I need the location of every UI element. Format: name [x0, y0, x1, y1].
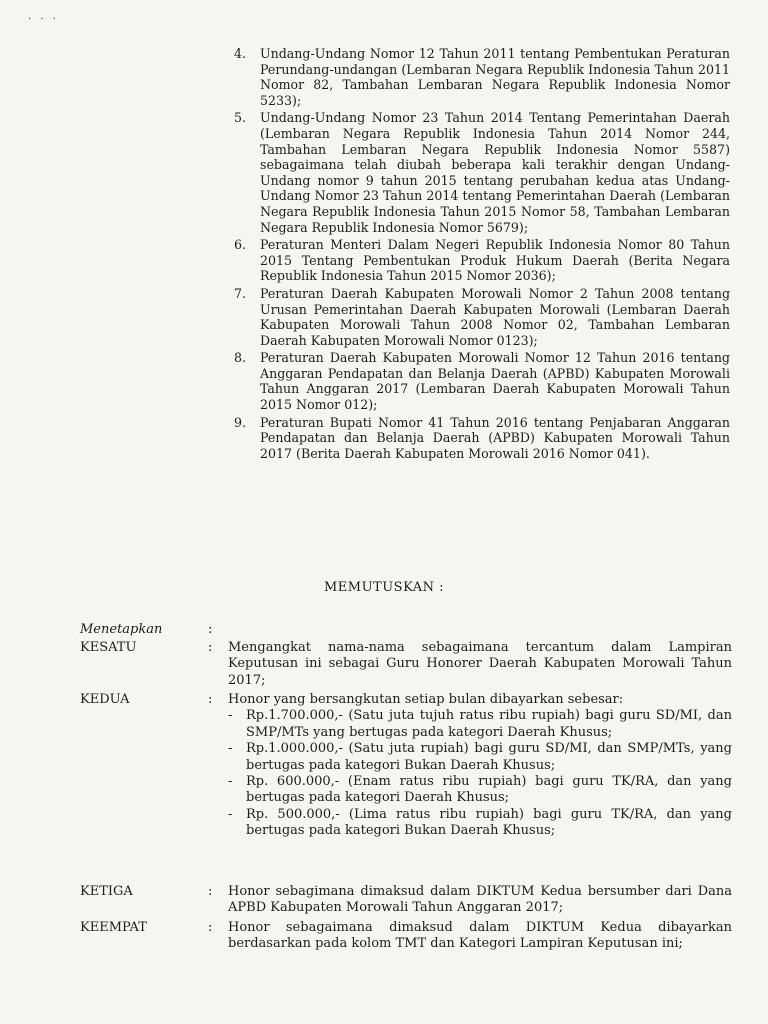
honor-bullet	[228, 708, 732, 741]
bullet-dash: -	[228, 741, 233, 757]
scan-specks: · · ·	[28, 14, 59, 25]
consideration-text: Peraturan Daerah Kabupaten Morowali Nomor 12 Tahun 2016 tentang Anggaran Pendapatan dan Belanja Daerah (APBD) Kabupaten Morowali Tahun Anggaran 2017 (Lembaran Daerah Kabupaten Morowali Tahun 2015 Nomor 012);	[260, 350, 730, 413]
bullet-text: Rp. 500.000,- (Lima ratus ribu rupiah) bagi guru TK/RA, dan yang bertugas pada kategori Bukan Daerah Khusus;	[246, 806, 732, 839]
honor-bullet	[228, 807, 732, 840]
bullet-dash: -	[228, 806, 233, 822]
honor-bullet	[228, 774, 732, 807]
decree-colon: :	[208, 920, 213, 935]
decree-label: KETIGA	[80, 884, 133, 899]
decree-label: KEEMPAT	[80, 920, 147, 935]
decree-label: KESATU	[80, 640, 137, 655]
consideration-number: 9.	[234, 414, 247, 430]
decree-text: Honor sebagaimana dimaksud dalam DIKTUM Kedua dibayarkan berdasarkan pada kolom TMT dan Kategori Lampiran Keputusan ini;	[228, 920, 732, 952]
consideration-number: 7.	[234, 285, 247, 301]
decree-intro: Honor yang bersangkutan setiap bulan dibayarkan sebesar:	[228, 692, 624, 707]
decree-colon: :	[208, 622, 213, 637]
bullet-dash: -	[228, 774, 233, 790]
decree-colon: :	[208, 692, 213, 707]
consideration-text: Undang-Undang Nomor 12 Tahun 2011 tentang Pembentukan Peraturan Perundang-undangan (Lembaran Negara Republik Indonesia Tahun 2011 Nomor 82, Tambahan Lembaran Negara Republik Indonesia Nomor 5233);	[260, 46, 730, 108]
consideration-text: Peraturan Daerah Kabupaten Morowali Nomor 2 Tahun 2008 tentang Urusan Pemerintahan Daerah Kabupaten Morowali (Lembaran Daerah Kabupaten Morowali Tahun 2008 Nomor 02, Tambahan Lembaran Daerah Kabupaten Morowali Nomor 0123);	[260, 285, 730, 348]
bullet-dash: -	[228, 708, 233, 724]
bullet-text: Rp.1.700.000,- (Satu juta tujuh ratus ribu rupiah) bagi guru SD/MI, dan SMP/MTs yang bertugas pada kategori Daerah Khusus;	[246, 708, 732, 740]
consideration-text: Peraturan Menteri Dalam Negeri Republik Indonesia Nomor 80 Tahun 2015 Tentang Pembentukan Produk Hukum Daerah (Berita Negara Republik Indonesia Tahun 2015 Nomor 2036);	[260, 237, 730, 284]
consideration-item	[234, 415, 730, 462]
decree-colon: :	[208, 884, 213, 899]
consideration-item	[234, 237, 730, 284]
decide-heading: MEMUTUSKAN :	[323, 580, 445, 595]
consideration-number: 5.	[234, 110, 247, 126]
considerations-list	[234, 46, 730, 461]
decree-colon: :	[208, 640, 213, 655]
consideration-text: Undang-Undang Nomor 23 Tahun 2014 Tentang Pemerintahan Daerah (Lembaran Negara Republik Indonesia Tahun 2014 Nomor 244, Tambahan Lembaran Negara Republik Indonesia Nomor 5587) sebagaimana telah diubah beberapa kali terakhir dengan Undang-Undang nomor 9 tahun 2015 tentang perubahan kedua atas Undang-Undang Nomor 23 Tahun 2014 tentang Pemerintahan Daerah (Lembaran Negara Republik Indonesia Tahun 2015 Nomor 58, Tambahan Lembaran Negara Republik Indonesia Nomor 5679);	[260, 110, 730, 235]
honor-bullet	[228, 741, 732, 774]
decree-label: KEDUA	[80, 692, 130, 707]
bullet-text: Rp.1.000.000,- (Satu juta rupiah) bagi guru SD/MI, dan SMP/MTs, yang bertugas pada kategori Bukan Daerah Khusus;	[246, 741, 732, 773]
decree-text: Mengangkat nama-nama sebagaimana tercantum dalam Lampiran Keputusan ini sebagai Guru Honorer Daerah Kabupaten Morowali Tahun 2017;	[228, 640, 732, 688]
decree-label: Menetapkan	[80, 622, 163, 637]
consideration-number: 6.	[234, 237, 247, 253]
consideration-number: 8.	[234, 350, 247, 366]
consideration-item	[234, 350, 730, 412]
decree-text: Honor sebagimana dimaksud dalam DIKTUM Kedua bersumber dari Dana APBD Kabupaten Morowali Tahun Anggaran 2017;	[228, 884, 732, 916]
consideration-item	[234, 46, 730, 108]
consideration-item	[234, 110, 730, 235]
consideration-text: Peraturan Bupati Nomor 41 Tahun 2016 tentang Penjabaran Anggaran Pendapatan dan Belanja Daerah (APBD) Kabupaten Morowali Tahun 2017 (Berita Daerah Kabupaten Morowali 2016 Nomor 041).	[260, 414, 730, 461]
bullet-text: Rp. 600.000,- (Enam ratus ribu rupiah) bagi guru TK/RA, dan yang bertugas pada kategori Daerah Khusus;	[246, 774, 732, 806]
consideration-number: 4.	[234, 46, 247, 61]
consideration-item	[234, 286, 730, 348]
decree-text	[228, 692, 732, 840]
